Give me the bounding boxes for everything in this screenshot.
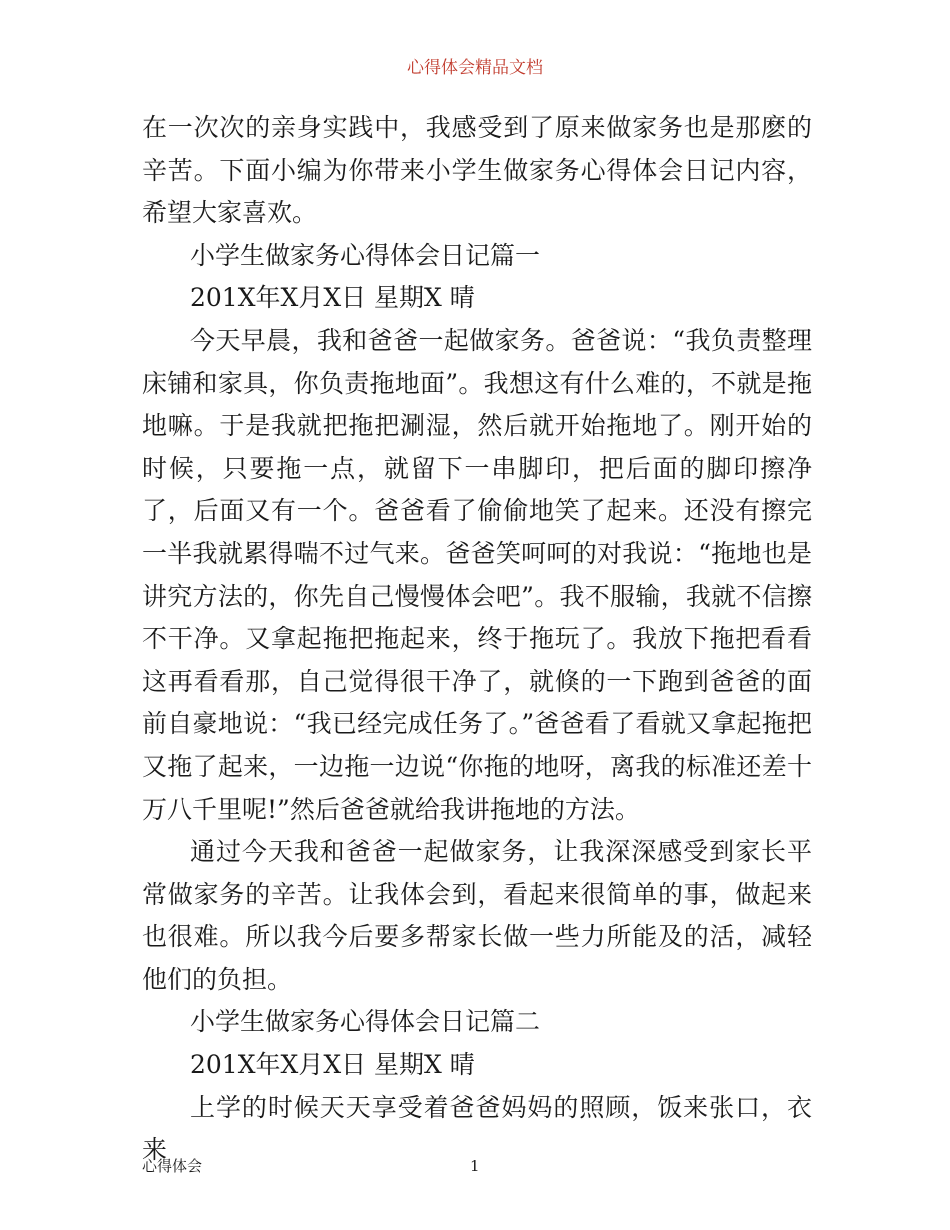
section-heading-2: 小学生做家务心得体会日记篇二 [190,1007,541,1037]
page-header-title: 心得体会精品文档 [407,58,543,78]
diary-paragraph-2: 通过今天我和爸爸一起做家务，让我深深感受到家长平常做家务的辛苦。让我体会到，看起来很简单的事，做起来也很难。所以我今后要多帮家长做一些力所能及的活，减轻他们的负担。 [142,837,812,994]
section-heading-1: 小学生做家务心得体会日记篇一 [190,240,541,270]
diary-date-2: 201X年X月X日 星期X 晴 [190,1050,475,1080]
diary-paragraph-1: 今天早晨，我和爸爸一起做家务。爸爸说：“我负责整理床铺和家具，你负责拖地面”。我想这有什么难的，不就是拖地嘛。于是我就把拖把涮湿，然后就开始拖地了。刚开始的时候，只要拖一点，就留下一串脚印，把后面的脚印擦净了，后面又有一个。爸爸看了偷偷地笑了起来。还没有擦完一半我就累得喘不过气来。爸爸笑呵呵的对我说：“拖地也是讲究方法的，你先自己慢慢体会吧”。我不服输，我就不信擦不干净。又拿起拖把拖起来，终于拖玩了。我放下拖把看看这再看看那，自己觉得很干净了，就倏的一下跑到爸爸的面前自豪地说：“我已经完成任务了。”爸爸看了看就又拿起拖把又拖了起来，一边拖一边说“你拖的地呀，离我的标准还差十万八千里呢!”然后爸爸就给我讲拖地的方法。 [142,325,812,824]
document-body [142,107,812,1172]
page-number: 1 [470,1157,480,1175]
footer-label: 心得体会 [142,1157,203,1175]
diary-date-1: 201X年X月X日 星期X 晴 [190,283,475,313]
diary-paragraph-3: 上学的时候天天享受着爸爸妈妈的照顾，饭来张口，衣来 [142,1092,812,1165]
intro-paragraph: 在一次次的亲身实践中，我感受到了原来做家务也是那麽的辛苦。下面小编为你带来小学生做家务心得体会日记内容，希望大家喜欢。 [142,113,812,228]
